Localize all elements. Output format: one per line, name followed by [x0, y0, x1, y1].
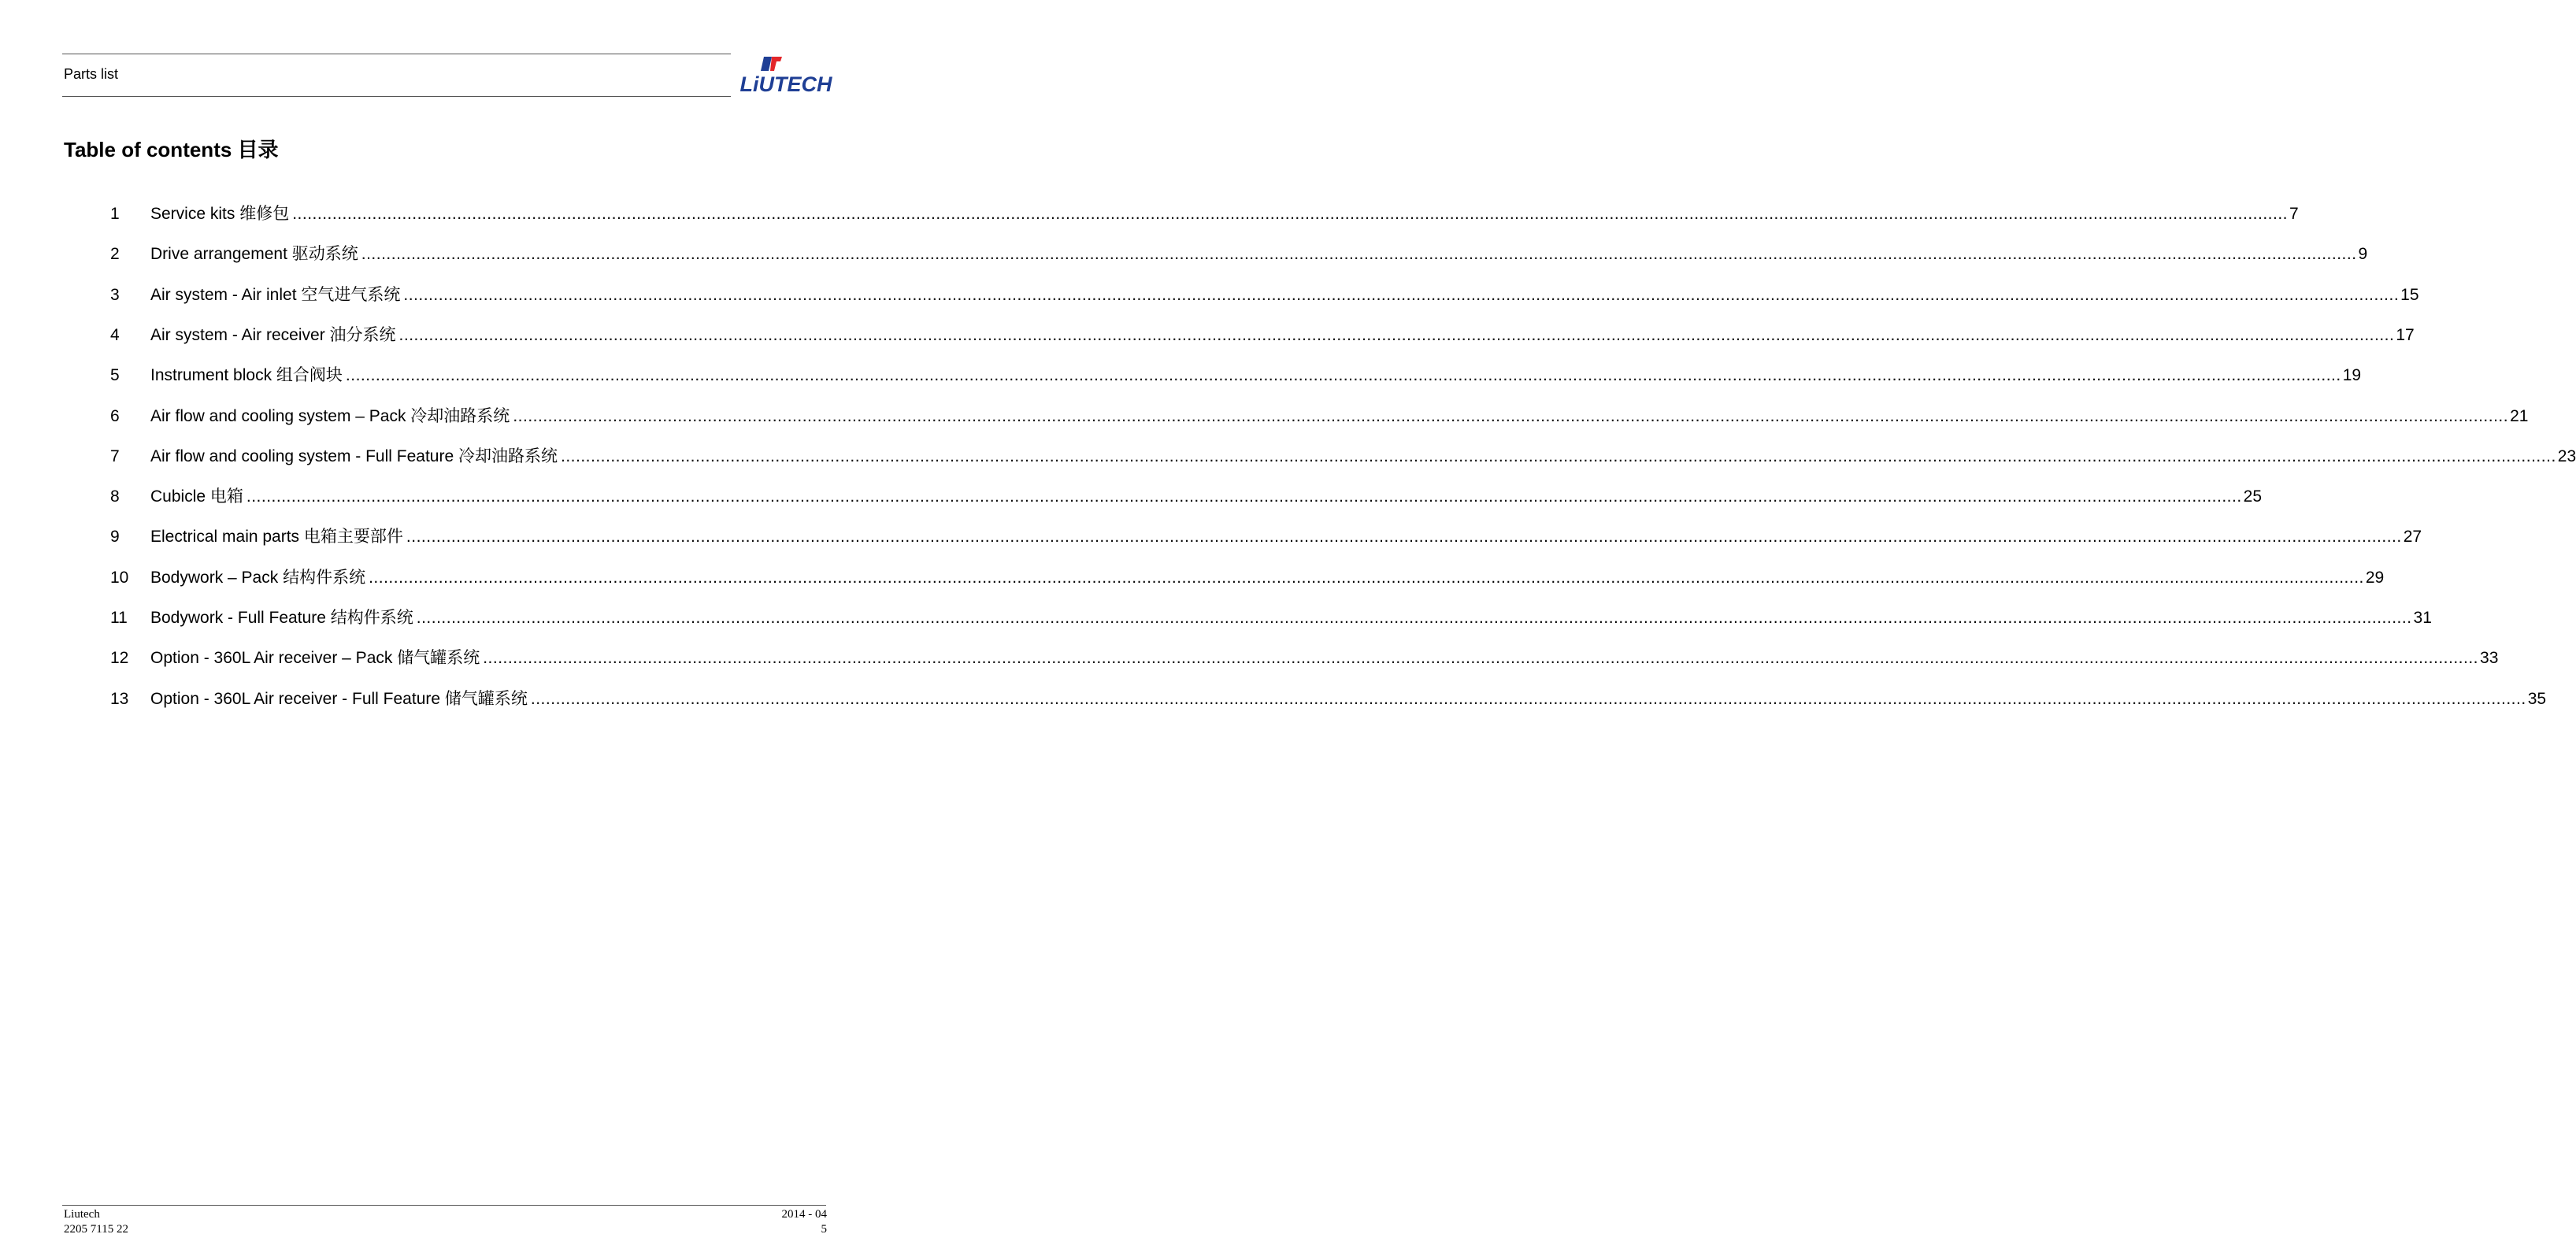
- toc-entry-number: 6: [110, 406, 120, 425]
- toc-leader-dots: ................................................................................................................................................................................................................................................................................................................................................................................................................: [292, 205, 2288, 223]
- toc-entry-title: Electrical main parts 电箱主要部件: [150, 528, 403, 547]
- toc-entry[interactable]: [110, 565, 2385, 591]
- toc-leader-dots: ................................................................................................................................................................................................................................................................................................................................................................................................................: [398, 325, 2395, 344]
- header-title: Parts list: [64, 66, 119, 82]
- toc-entry-number: 11: [110, 609, 128, 627]
- toc-entry[interactable]: [110, 403, 2529, 430]
- toc-leader-dots: ................................................................................................................................................................................................................................................................................................................................................................................................................: [530, 689, 2526, 708]
- toc-entry-title: Bodywork - Full Feature 结构件系统: [150, 609, 413, 627]
- toc-entry-title: Option - 360L Air receiver - Full Feature 储气罐系统: [150, 689, 528, 708]
- toc-entry[interactable]: [110, 605, 2432, 632]
- toc-entry[interactable]: [110, 322, 2415, 349]
- toc-entry-number: 4: [110, 325, 120, 344]
- toc-entry-page: 35: [2527, 689, 2547, 708]
- toc-entry-number: 1: [110, 205, 120, 223]
- footer-left: [64, 1207, 128, 1237]
- toc-entry[interactable]: [110, 201, 2299, 228]
- toc-entry-title: Air system - Air receiver 油分系统: [150, 325, 396, 344]
- toc-entry-number: 3: [110, 285, 120, 304]
- toc-entry-number: 13: [110, 689, 129, 708]
- logo-mark-icon: [761, 57, 782, 71]
- footer-rule: [62, 1205, 826, 1206]
- toc-leader-dots: ................................................................................................................................................................................................................................................................................................................................................................................................................: [483, 649, 2479, 668]
- toc-entry-number: 10: [110, 568, 129, 587]
- toc-entry-title: Service kits 维修包: [150, 205, 290, 223]
- toc-entry-page: 9: [2358, 245, 2368, 264]
- footer-company: Liutech: [64, 1208, 100, 1221]
- toc-entry-number: 8: [110, 487, 120, 506]
- toc-entry[interactable]: [110, 686, 2547, 713]
- toc-entry-title: Instrument block 组合阀块: [150, 366, 343, 385]
- toc-entry-number: 5: [110, 366, 120, 385]
- toc-entry[interactable]: [110, 524, 2422, 550]
- toc-entry-title: Air system - Air inlet 空气进气系统: [150, 285, 401, 304]
- toc-leader-dots: ................................................................................................................................................................................................................................................................................................................................................................................................................: [246, 487, 2242, 506]
- toc-entry-number: 2: [110, 245, 120, 264]
- toc-entry-page: 15: [2400, 285, 2419, 304]
- toc-leader-dots: ................................................................................................................................................................................................................................................................................................................................................................................................................: [369, 568, 2364, 587]
- page-title: Table of contents 目录: [64, 138, 279, 161]
- footer-doc-number: 2205 7115 22: [64, 1223, 128, 1236]
- toc-entry-page: 23: [2557, 447, 2576, 465]
- toc-entry-number: 7: [110, 447, 120, 465]
- toc-entry[interactable]: [110, 241, 2368, 268]
- toc-entry-page: 19: [2342, 366, 2362, 385]
- toc-entry[interactable]: [110, 484, 2263, 510]
- toc-entry-number: 9: [110, 528, 120, 547]
- toc-leader-dots: ................................................................................................................................................................................................................................................................................................................................................................................................................: [406, 528, 2402, 547]
- footer-page-number: 5: [821, 1223, 827, 1236]
- logo-text: LiUTECH: [739, 72, 832, 96]
- toc-leader-dots: ................................................................................................................................................................................................................................................................................................................................................................................................................: [403, 285, 2400, 304]
- toc-entry-title: Cubicle 电箱: [150, 487, 243, 506]
- toc-entry-title: Air flow and cooling system – Pack 冷却油路系统: [150, 406, 510, 425]
- toc-entry-page: 33: [2480, 649, 2499, 668]
- toc-leader-dots: ................................................................................................................................................................................................................................................................................................................................................................................................................: [345, 366, 2341, 385]
- toc-entry-page: 29: [2365, 568, 2385, 587]
- toc-entry-page: 21: [2510, 406, 2529, 425]
- liutech-logo: [739, 55, 833, 96]
- toc-entry[interactable]: [110, 282, 2419, 309]
- toc-entry-number: 12: [110, 649, 129, 668]
- toc-entry-title: Bodywork – Pack 结构件系统: [150, 568, 366, 587]
- footer-right: [782, 1207, 828, 1237]
- toc-entry-title: Drive arrangement 驱动系统: [150, 245, 358, 264]
- toc-entry-title: Air flow and cooling system - Full Feature 冷却油路系统: [150, 447, 558, 465]
- toc-entry-page: 27: [2403, 528, 2422, 547]
- toc-leader-dots: ................................................................................................................................................................................................................................................................................................................................................................................................................: [560, 447, 2556, 465]
- toc-entry-page: 31: [2413, 609, 2432, 627]
- toc-entry[interactable]: [110, 362, 2362, 389]
- toc-entry[interactable]: [110, 443, 2576, 470]
- toc-entry-page: 25: [2243, 487, 2263, 506]
- toc-leader-dots: ................................................................................................................................................................................................................................................................................................................................................................................................................: [416, 609, 2412, 627]
- toc-entry[interactable]: [110, 645, 2499, 672]
- header-bottom-rule: [62, 96, 731, 97]
- toc-leader-dots: ................................................................................................................................................................................................................................................................................................................................................................................................................: [513, 406, 2509, 425]
- toc-entry-page: 7: [2289, 205, 2299, 223]
- toc-entry-title: Option - 360L Air receiver – Pack 储气罐系统: [150, 649, 480, 668]
- toc-leader-dots: ................................................................................................................................................................................................................................................................................................................................................................................................................: [361, 245, 2357, 264]
- toc-entry-page: 17: [2396, 325, 2415, 344]
- footer-date: 2014 - 04: [781, 1208, 827, 1221]
